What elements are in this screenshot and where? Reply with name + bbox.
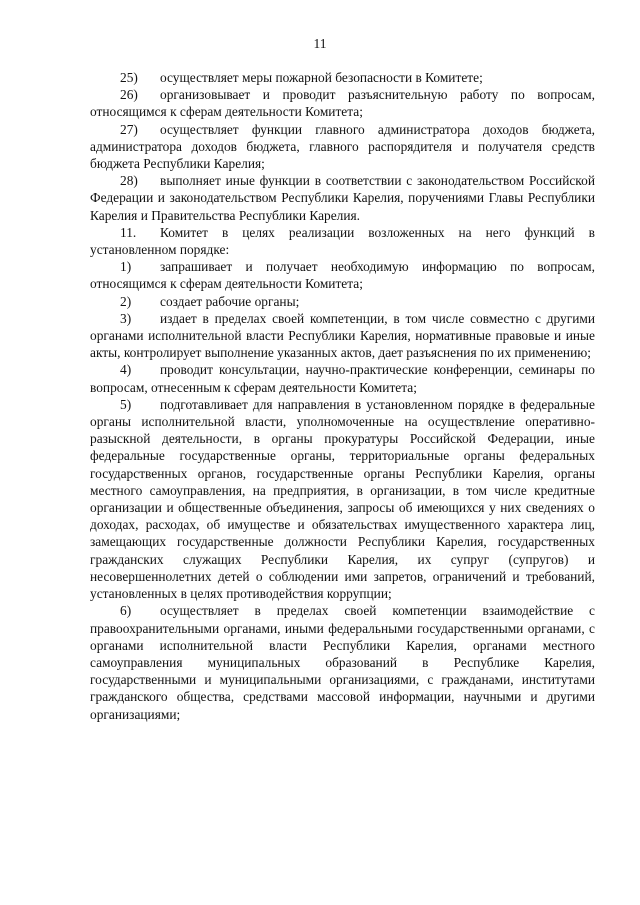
item-text: издает в пределах своей компетенции, в том числе совместно с другими органами исполнительной власти Республики Карелия, нормативные правовые и иные акты, контролирует выполнение указанных актов, дает разъяснения по их применению; <box>90 310 595 361</box>
list-item <box>90 258 595 292</box>
list-item <box>90 602 595 722</box>
item-number: 26) <box>120 87 138 103</box>
item-number: 1) <box>120 259 132 275</box>
item-text: выполняет иные функции в соответствии с законодательством Российской Федерации и законодательством Республики Карелия, поручениями Главы Республики Карелия и Правительства Республики Карелия. <box>90 173 595 223</box>
list-item <box>90 396 595 602</box>
item-number: 27) <box>120 121 138 137</box>
item-number: 25) <box>120 70 138 85</box>
item-number: 5) <box>120 396 132 412</box>
item-text: проводит консультации, научно-практические конференции, семинары по вопросам, отнесенным к сферам деятельности Комитета; <box>90 362 595 395</box>
item-number: 6) <box>120 603 132 619</box>
list-item <box>90 361 595 395</box>
item-number: 28) <box>120 173 138 189</box>
item-text: подготавливает для направления в установленном порядке в федеральные органы исполнительной власти, уполномоченные на осуществление оперативно-разыскной деятельности, в органы прокуратуры Российской Федерации, иные федеральные государственные органы, территориальные органы федеральных государственных органов, государственные органы Республики Карелия, органы местного самоуправления, на предприятия, в организации, в том числе кредитные организации и общественные объединения, запросы об имеющихся у них сведениях о доходах, расходах, об имуществе и обязательствах имущественного характера лиц, замещающих государственные должности Республики Карелия, государственных гражданских служащих Республики Карелия, их супруг (супругов) и несовершеннолетних детей о соблюдении ими запретов, ограничений и требований, установленных в целях противодействия коррупции; <box>90 396 595 602</box>
list-item <box>90 69 595 86</box>
list-item <box>90 86 595 120</box>
document-body <box>90 69 595 723</box>
list-item <box>90 310 595 362</box>
section-item <box>90 224 595 258</box>
item-text: организовывает и проводит разъяснительную работу по вопросам, относящимся к сферам деятельности Комитета; <box>90 87 595 120</box>
section-number: 11. <box>120 224 137 240</box>
list-item <box>90 293 595 310</box>
page-number: 11 <box>313 36 327 51</box>
item-text: создает рабочие органы; <box>160 293 300 309</box>
item-text: запрашивает и получает необходимую информацию по вопросам, относящимся к сферам деятельности Комитета; <box>90 259 595 292</box>
item-text: осуществляет в пределах своей компетенции взаимодействие с правоохранительными органами, иными федеральными государственными органами, с органами исполнительной власти Республики Карелия, органами местного самоуправления муниципальных образований в Республике Карелия, государственными и муниципальными организациями, с гражданами, институтами гражданского общества, средствами массовой информации, научными и другими организациями; <box>90 603 595 722</box>
list-item <box>90 172 595 224</box>
item-text: осуществляет меры пожарной безопасности в Комитете; <box>160 70 483 85</box>
item-text: осуществляет функции главного администратора доходов бюджета, администратора доходов бюджета, главного распорядителя и получателя средств бюджета Республики Карелия; <box>90 121 595 172</box>
item-number: 4) <box>120 362 132 378</box>
section-text: Комитет в целях реализации возложенных на него функций в установленном порядке: <box>90 224 595 258</box>
item-number: 2) <box>120 293 132 309</box>
list-item <box>90 121 595 173</box>
item-number: 3) <box>120 310 132 326</box>
